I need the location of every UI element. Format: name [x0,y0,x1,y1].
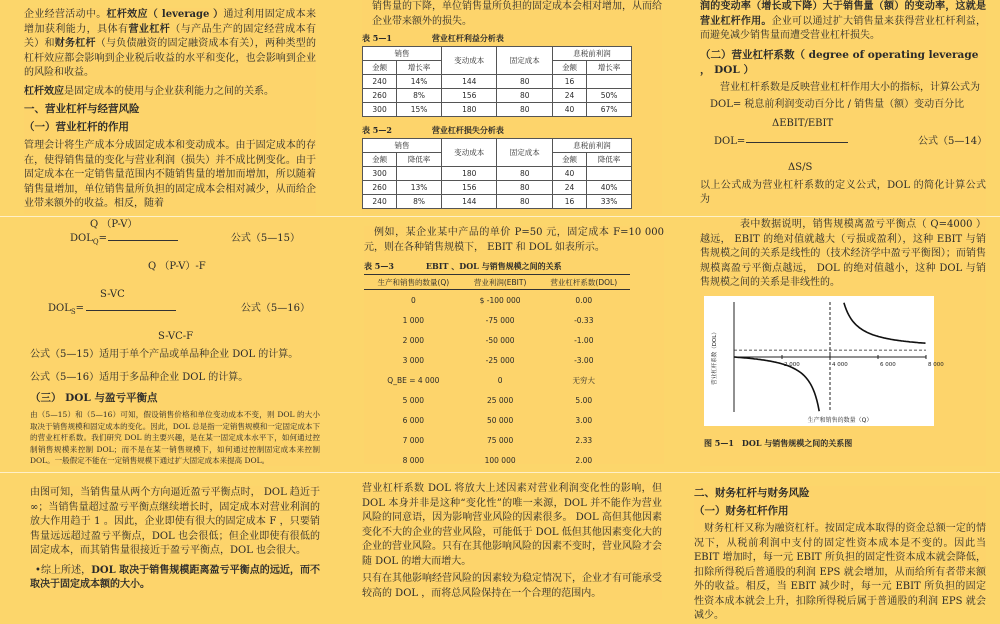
formula-lhs-text: DOL [48,303,71,314]
table-cell: 260 [363,181,397,195]
table-cell: 180 [441,103,497,117]
table-row [364,290,630,311]
body-paragraph: 营业杠杆系数是反映营业杠杆作用大小的指标，计算公式为 [700,81,986,96]
text-span: 企业可以通过扩大销售量来获得营业杠杆利益，而避免减少销售量而遭受营业杠杆损失。 [700,16,986,42]
formula-text: DOL= 税息前利润变动百分比 / 销售量（额）变动百分比 [700,98,986,113]
table-header-cell: 营业杠杆系数(DOL) [538,275,630,290]
table-row [363,103,632,117]
table-row [363,89,632,103]
table-header-row [363,139,632,153]
table-header-cell: 营业利润(EBIT) [463,275,538,290]
table-header-cell: 固定成本 [497,139,553,167]
table-title: 表 5—3 EBIT 、DOL 与销售规模之间的关系 [364,261,664,272]
table-cell: 80 [497,75,553,89]
formula-number: 公式（5—15） [30,232,300,247]
panel-financial-leverage [694,486,986,600]
formula-block-q [30,218,320,270]
table-header-cell: 金额 [363,61,397,75]
table-cell: 80 [497,167,553,181]
table-cell: -3.00 [538,350,630,370]
table-cell [587,167,632,181]
leverage-definition-paragraph [24,8,316,81]
table-cell: 240 [363,195,397,209]
table-cell: -1.00 [538,330,630,350]
table-header-cell: 销售 [363,47,442,61]
x-tick-label: 8 000 [928,362,944,368]
panel-dol-conclusion [30,486,320,600]
section-heading: 二、财务杠杆与财务风险 [694,486,986,501]
formula-lhs: DOL= [714,135,745,150]
body-paragraph [700,0,986,44]
body-paragraph: 财务杠杆又称为融资杠杆。按固定成本取得的资金总额一定的情况下，从税前利润中支付的固定性资本成本是不变的。因此当 EBIT 增加时，每一元 EBIT 所负担的固定性资本成本就会降低，扣除所得税后普通股的利润 EPS 就会增加，从而给所有者带来额外的收益。相反，当 EBIT 减少时，每一元 EBIT 所负担的固定性资本成本就会上升，扣除所得税后属于普通股的利润 EPS 就会减少。 [694,522,986,624]
table-cell: 14% [397,75,442,89]
x-axis-label: 生产和销售的数量（Q） [808,416,873,424]
table-header-cell: 息税前利润 [552,47,631,61]
table-row [364,450,630,470]
text-span: 企业经营活动中。 [24,9,107,20]
formula-denominator: Q （P-V）-F [148,260,206,275]
table-cell: 16 [552,195,586,209]
panel-leverage-tables [362,0,662,214]
subsection-heading: （一）营业杠杆的作用 [24,120,316,135]
table-cell: 80 [497,103,553,117]
table-cell: -0.33 [538,310,630,330]
formula-number: 公式（5—14） [918,135,986,150]
table-header-cell: 销售 [363,139,442,153]
table-cell: 33% [587,195,632,209]
panel-operating-leverage-intro [24,8,316,214]
table-cell: 156 [441,181,497,195]
table-leverage-loss [362,138,632,209]
table-cell: $ -100 000 [463,290,538,311]
table-cell: 8 000 [364,450,463,470]
table-cell: 67% [587,103,632,117]
table-cell: 180 [441,167,497,181]
table-cell: 5.00 [538,390,630,410]
table-cell: 0 [463,370,538,390]
table-cell: 144 [441,195,497,209]
table-header-cell: 金额 [552,61,586,75]
text-span-bold: 财务杠杆 [55,38,96,49]
table-cell [587,75,632,89]
leverage-effect-paragraph [24,85,316,100]
dol-chart [704,296,934,426]
text-span: •综上所述， [35,565,91,576]
table-row [364,370,630,390]
body-paragraph: 营业杠杆系数 DOL 将放大上述因素对营业利润变化性的影响，但 DOL 本身并非是这种“变化性”的唯一来源，DOL 并不能作为营业风险的同意语，因为影响营业风险的因素很多。 DOL 高但其他因素变化不大的企业的营业风险，可能低于 DOL 低但其他因素变化大的企业的营业风险。只有在其他影响风险的因素不变时，营业风险才会随 DOL 的增大而增大。 [362,482,662,569]
table-cell: 15% [397,103,442,117]
table-cell: 16 [552,75,586,89]
table-cell: 25 000 [463,390,538,410]
table-cell: 1 000 [364,310,463,330]
table-cell: 24 [552,181,586,195]
text-span-bold: DOL 取决于销售规模距离盈亏平衡点的远近，而不取决于固定成本额的大小。 [30,565,320,591]
table-header-cell: 固定成本 [497,47,553,75]
text-span: （与产品生产的固定经营成本有关）和 [24,24,316,50]
table-cell: 100 000 [463,450,538,470]
table-cell: 0.00 [538,290,630,311]
table-row [364,350,630,370]
table-cell: 40 [552,103,586,117]
subsection-heading: （一）财务杠杆作用 [694,504,986,519]
chart-caption: 图 5—1 DOL 与销售规模之间的关系图 [704,438,984,449]
table-cell: 80 [497,89,553,103]
table-cell: -75 000 [463,310,538,330]
body-paragraph: 例如，某企业某中产品的单价 P=50 元，固定成本 F=10 000 元，则在各种销售规模下， EBIT 和 DOL 如表所示。 [364,226,664,255]
text-span-bold: 营业杠杆 [128,24,170,35]
table-cell: 40% [587,181,632,195]
table-header-cell: 生产和销售的数量(Q) [364,275,463,290]
table-header-cell: 变动成本 [441,47,497,75]
formula-equals: = [76,303,84,314]
table-cell: 50% [587,89,632,103]
table-row [364,330,630,350]
subsection-heading: （二）营业杠杆系数（ degree of operating leverage ， DOL ） [700,48,986,78]
body-paragraph: 只有在其他影响经营风险的因素较为稳定情况下，企业才有可能承受较高的 DOL ，而将总风险保持在一个合理的范围内。 [362,572,662,601]
table-cell: 80 [497,181,553,195]
table-row [364,310,630,330]
table-cell: 8% [397,195,442,209]
table-cell: 156 [441,89,497,103]
dol-curve-right [844,303,926,344]
table-cell: 3.00 [538,410,630,430]
table-row [363,167,632,181]
table-row [363,181,632,195]
body-paragraph: 由图可知，当销售量从两个方向逼近盈亏平衡点时， DOL 趋近于∞；当销售量超过盈亏平衡点继续增长时，固定成本对营业利润的放大作用趋于 1 。因此，企业即使有很大的固定成本 F ，只要销售量远远超过盈亏平衡点，DOL 也会很低；但企业即使有很低的固定成本，而其销售量很接近于盈亏平衡点，DOL 也会很大。 [30,486,320,559]
table-cell: 2.00 [538,450,630,470]
formula-subscript: S [71,308,76,316]
subsection-heading: （三） DOL 与盈亏平衡点 [30,391,320,406]
table-cell: 2.33 [538,430,630,450]
table-cell: 3 000 [364,350,463,370]
table-cell: -25 000 [463,350,538,370]
x-tick-label: 2 000 [784,362,800,368]
table-cell: 300 [363,103,397,117]
table-cell: 5 000 [364,390,463,410]
table-cell: 8% [397,89,442,103]
table-title: 表 5—2 营业杠杆损失分析表 [362,125,662,136]
table-cell: 144 [441,75,497,89]
table-cell: 40 [552,167,586,181]
panel-divider [0,472,1000,473]
formula-block-s [30,288,320,344]
table-cell: 2 000 [364,330,463,350]
table-header-cell: 金额 [552,153,586,167]
formula-lhs-text: DOL [70,233,93,244]
table-header-row [363,47,632,61]
panel-dol-definition [700,0,986,214]
table-cell: 6 000 [364,410,463,430]
text-span: 是固定成本的使用与企业获利能力之间的关系。 [64,86,274,97]
table-header-row [364,275,630,290]
table-cell: 无穷大 [538,370,630,390]
table-header-cell: 增长率 [587,61,632,75]
formula-denominator: S-VC-F [158,330,193,345]
table-row [363,195,632,209]
panel-dol-formulas [30,218,320,466]
y-axis-label: 营业杠杆系数（DOL） [710,329,718,385]
panel-divider [0,216,1000,217]
table-header-cell: 降低率 [397,153,442,167]
table-cell: 260 [363,89,397,103]
body-paragraph: 公式（5—16）适用于多品种企业 DOL 的计算。 [30,371,320,386]
table-cell: 80 [497,195,553,209]
table-cell [397,167,442,181]
table-header-cell: 降低率 [587,153,632,167]
formula-subscript: Q [93,238,99,246]
formula-block [700,117,986,175]
table-row [363,75,632,89]
table-header-cell: 金额 [363,153,397,167]
table-cell: Q_BE = 4 000 [364,370,463,390]
x-tick-label: 4 000 [832,362,848,368]
dol-curve-left [734,357,819,411]
panel-operating-risk [362,482,662,600]
formula-numerator: S-VC [100,288,125,303]
text-span-bold: 杠杆效应 [24,86,64,97]
body-paragraph: 以上公式成为营业杠杆系数的定义公式，DOL 的简化计算公式为 [700,179,986,208]
text-span: （与负债融资的固定融资成本有关），两种类型的杠杆效应都会影响到企业税后收益的水平和变化，也会影响到企业的风险和收益。 [24,38,316,78]
panel-ebit-dol-table [364,226,664,464]
table-header-cell: 息税前利润 [552,139,631,153]
table-leverage-gain [362,46,632,117]
table-cell: 240 [363,75,397,89]
section-heading: 一、营业杠杆与经营风险 [24,102,316,117]
table-cell: 300 [363,167,397,181]
formula-denominator: ΔS/S [788,161,812,176]
formula-number: 公式（5—16） [30,302,310,317]
body-paragraph: 管理会计将生产成本分成固定成本和变动成本。由于固定成本的存在，使得销售量的变化与营业利润（损失）并不成比例变化。由于固定成本在一定销售量范围内不随销售量的增加而增加，所以随着销售量增加，单位销售量所负担的固定成本会相对减少，从而给企业带来额外的收益。相反，随着 [24,139,316,212]
text-span-bold: 润的变动率（增长或下降）大于销售量（额）的变动率，这就是营业杠杆作用。 [700,1,986,27]
body-paragraph-small: 由（5—15）和（5—16）可知，假设销售价格和单位变动成本不变，则 DOL 的大小取决于销售规模和固定成本的变化。因此，DOL 总是指一定销售规模和一定固定成本下的营业杠杆系数。我们研究 DOL 的主要兴趣，是在某一固定成本水平下，如何通过控制销售规模来控制 DOL；而不是在某一销售规模下，如何通过控制固定成本来控制 DOL。一般假定不能在一定销售规模下通过扩大固定成本来提高 DOL。 [30,409,320,467]
table-cell: 75 000 [463,430,538,450]
table-header-cell: 增长率 [397,61,442,75]
body-paragraph: 表中数据说明，销售规模离盈亏平衡点（ Q=4000 ）越远， EBIT 的绝对值就越大（亏损或盈利），这种 EBIT 与销售规模之间的关系是线性的（技术经济学中盈亏平衡图）；而销售规模离盈亏平衡点越远， DOL 的绝对值越小，这种 DOL 与销售规模之间的关系是非线性的。 [700,218,986,291]
formula-equals: = [99,233,107,244]
formula-numerator: ΔEBIT/EBIT [772,117,833,132]
table-row [364,390,630,410]
table-title: 表 5—1 营业杠杆利益分析表 [362,33,662,44]
formula-numerator: Q （P-V） [90,218,137,233]
table-header-cell: 变动成本 [441,139,497,167]
table-cell: 24 [552,89,586,103]
table-row [364,430,630,450]
table-cell: 50 000 [463,410,538,430]
table-cell: -50 000 [463,330,538,350]
text-span-bold: 杠杆效应（ leverage ） [107,9,224,20]
body-paragraph: 销售量的下降，单位销售量所负担的固定成本会相对增加，从而给企业带来额外的损失。 [362,0,662,29]
panel-dol-chart [700,218,986,466]
body-paragraph: 公式（5—15）适用于单个产品或单品种企业 DOL 的计算。 [30,348,320,363]
table-cell: 13% [397,181,442,195]
fraction-line [746,142,848,143]
summary-paragraph [30,564,320,593]
table-cell: 7 000 [364,430,463,450]
table-cell: 0 [364,290,463,311]
table-ebit-dol [364,274,630,470]
table-row [364,410,630,430]
text-span: 通过利用固定成本来增加获利能力，具体有 [24,9,316,35]
x-tick-label: 6 000 [880,362,896,368]
